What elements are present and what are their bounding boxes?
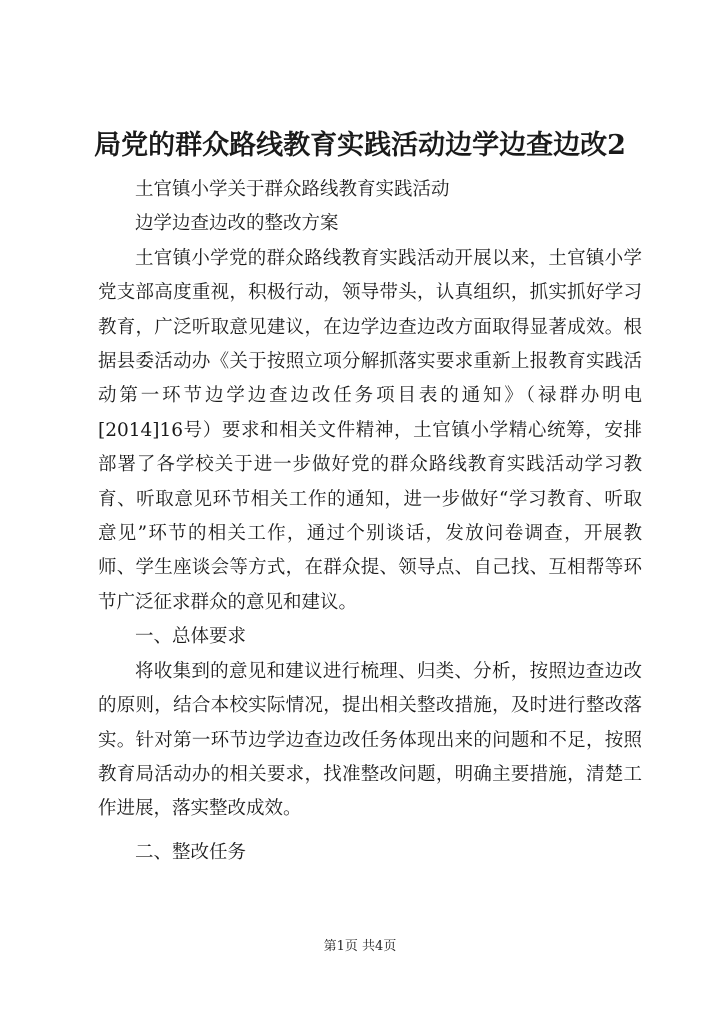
general-requirements-paragraph: 将收集到的意见和建议进行梳理、归类、分析，按照边查边改的原则，结合本校实际情况，提出相关整改措施，及时进行整改落实。针对第一环节边学边查边改任务体现出来的问题和不足，按照教育局活动办的相关要求，找准整改问题，明确主要措施，清楚工作进展，落实整改成效。 [98, 660, 642, 820]
section-heading-rectification-tasks: 二、整改任务 [135, 841, 247, 863]
subtitle-line-2: 边学边查边改的整改方案 [135, 213, 339, 235]
intro-paragraph: 土官镇小学党的群众路线教育实践活动开展以来，土官镇小学党支部高度重视，积极行动，领导带头，认真组织，抓实抓好学习教育，广泛听取意见建议，在边学边查边改方面取得显著成效。根据县委活动办《关于按照立项分解抓落实要求重新上报教育实践活动第一环节边学边查边改任务项目表的通知》（禄群办明电[2014]16号）要求和相关文件精神，土官镇小学精心统筹，安排部署了各学校关于进一步做好党的群众路线教育实践活动学习教育、听取意见环节相关工作的通知，进一步做好“学习教育、听取意见”环节的相关工作，通过个别谈话，发放问卷调查，开展教师、学生座谈会等方式，在群众提、领导点、自己找、互相帮等环节广泛征求群众的意见和建议。 [98, 247, 642, 613]
document-title: 局党的群众路线教育实践活动边学边查边改2 [94, 130, 626, 161]
subtitle-line-1: 土官镇小学关于群众路线教育实践活动 [135, 179, 450, 200]
section-heading-general-requirements: 一、总体要求 [135, 626, 247, 648]
document-body [98, 173, 642, 870]
page-footer: 第1页 共4页 [323, 939, 397, 954]
